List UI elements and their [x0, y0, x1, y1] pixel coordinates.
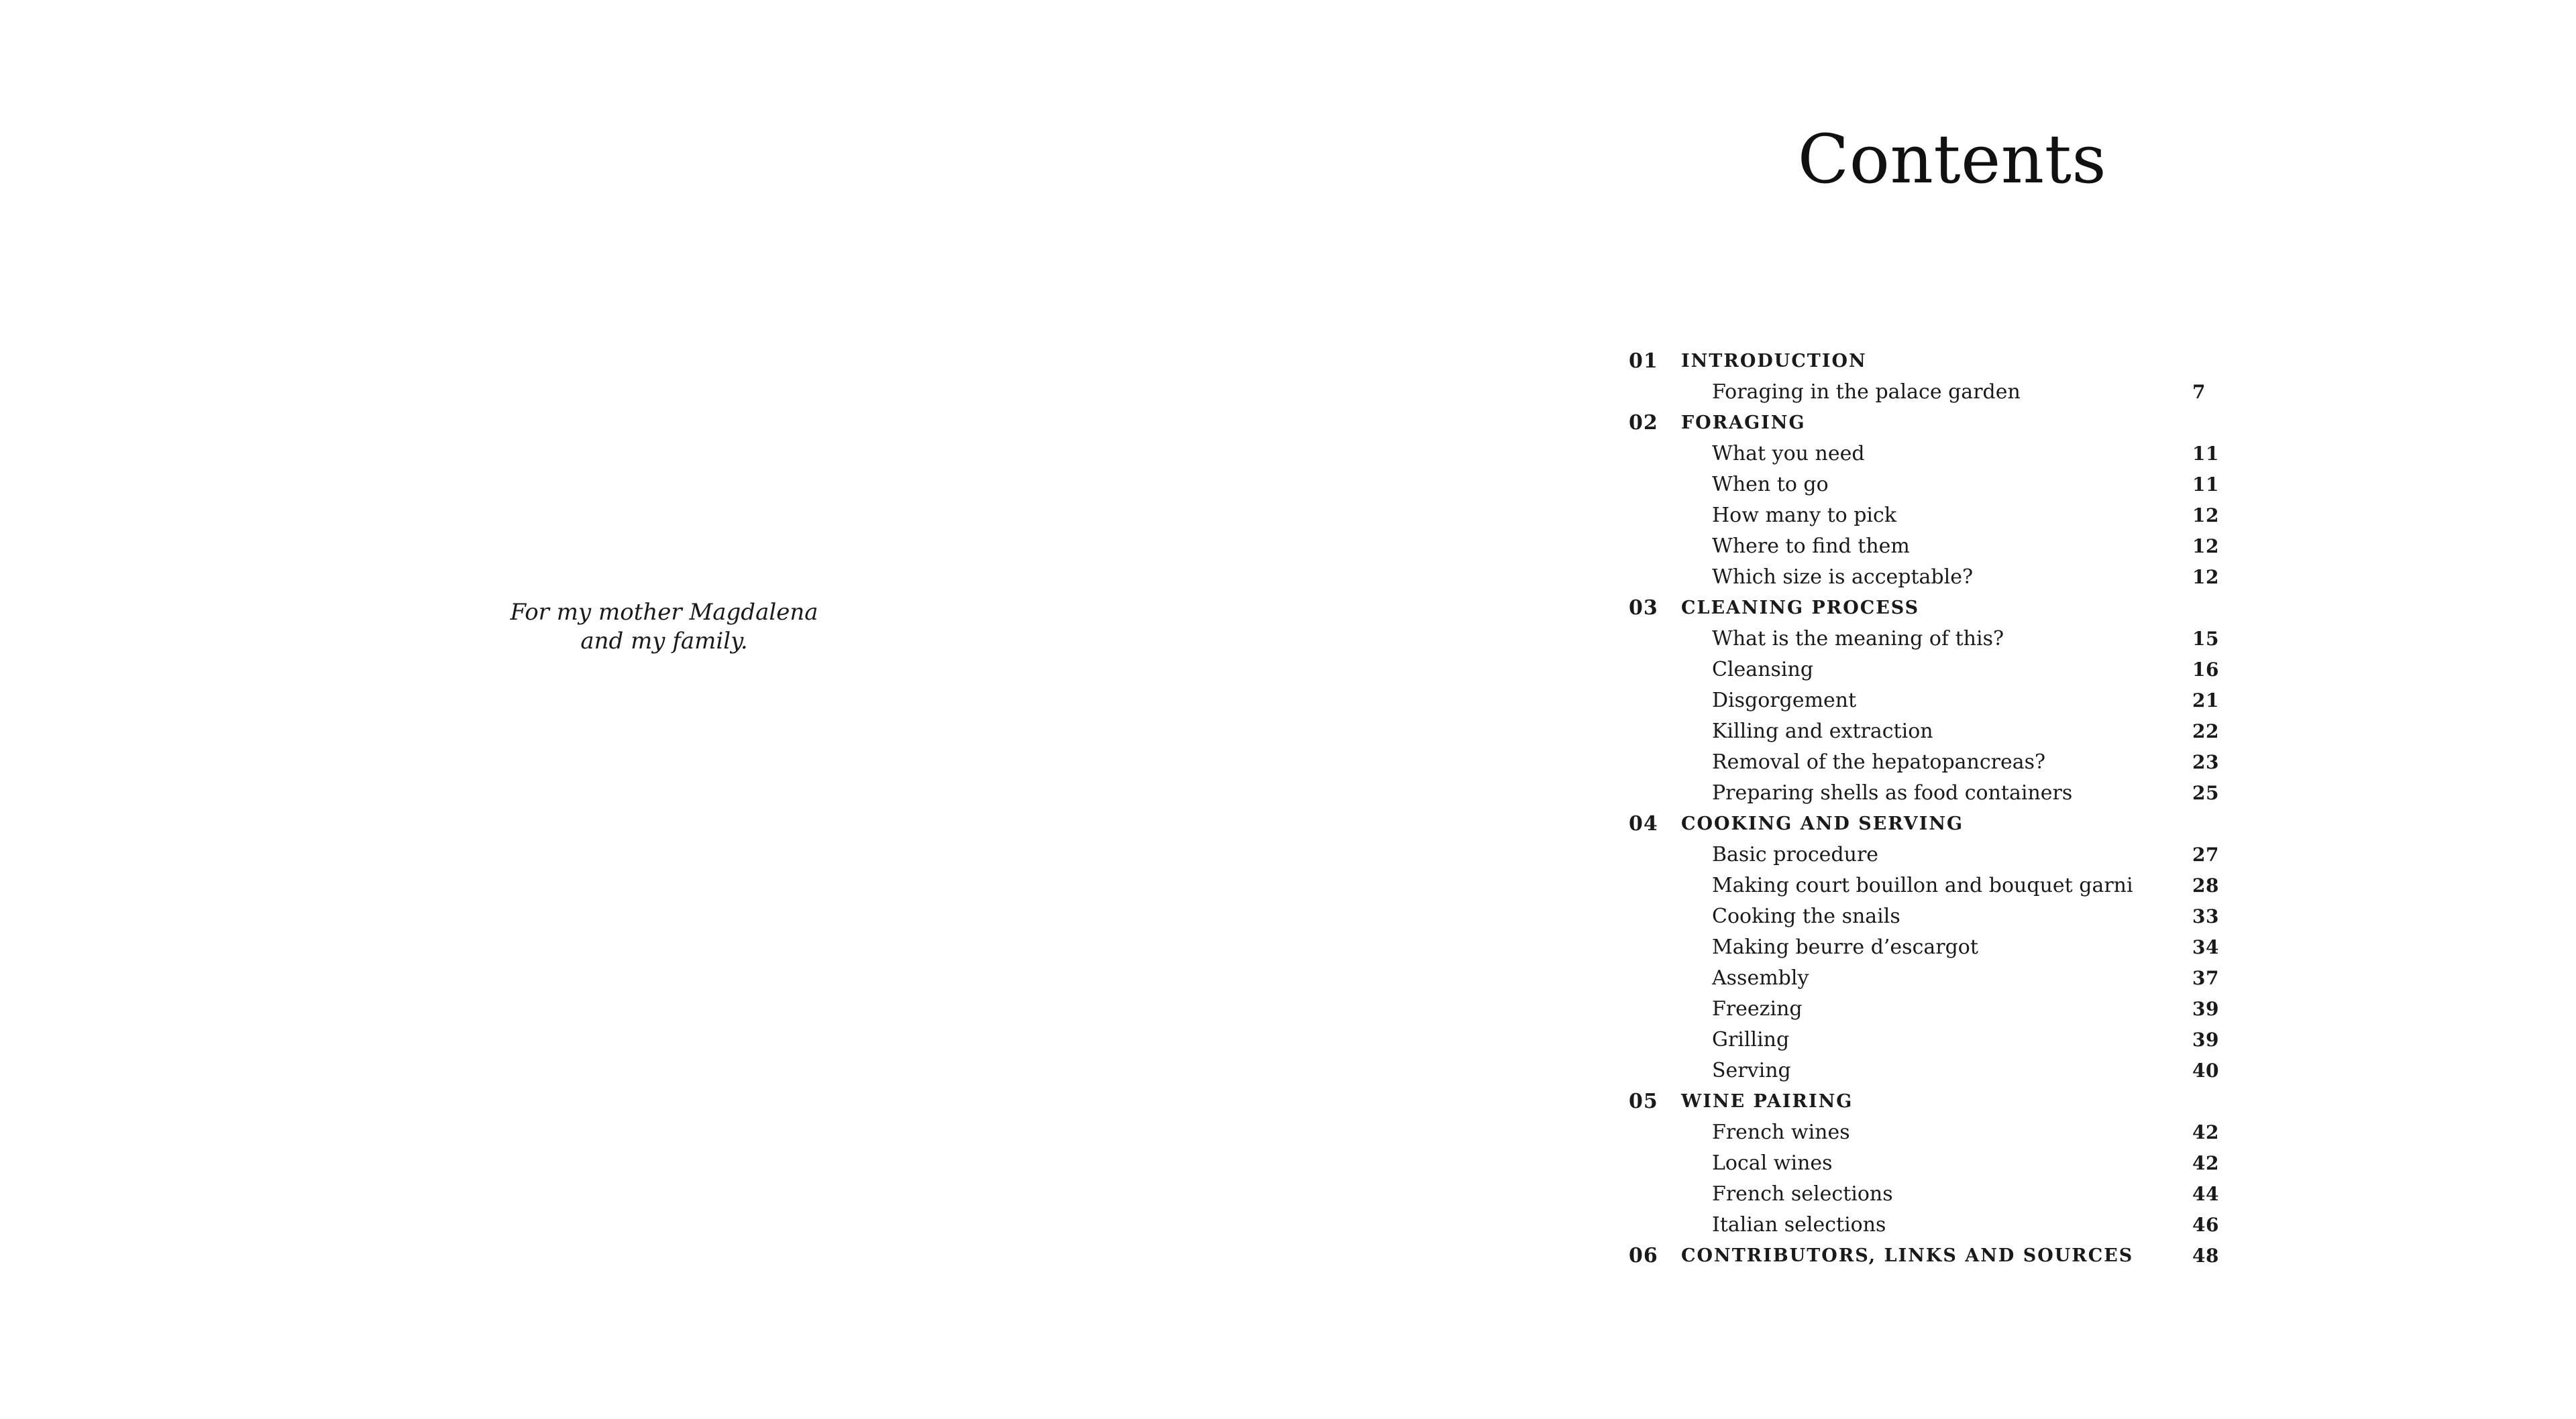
- toc-section-row: [1629, 593, 2246, 624]
- toc-section-number: 06: [1629, 1244, 1658, 1267]
- toc-section-number: 02: [1629, 411, 1658, 435]
- toc-entry-row: [1629, 1025, 2246, 1056]
- toc-entry-row: [1629, 562, 2246, 593]
- toc-entry-row: [1629, 439, 2246, 469]
- toc-page-number: 23: [2192, 751, 2219, 773]
- toc-entry-row: [1629, 901, 2246, 932]
- toc-section-title: CLEANING PROCESS: [1681, 598, 1920, 618]
- toc-section-title: CONTRIBUTORS, LINKS AND SOURCES: [1681, 1245, 2134, 1266]
- toc-section-number: 04: [1629, 812, 1658, 836]
- toc-section-title: COOKING AND SERVING: [1681, 813, 1964, 834]
- toc-entry-row: [1629, 1117, 2246, 1148]
- toc-page-number: 42: [2192, 1121, 2219, 1143]
- toc-entry-row: [1629, 716, 2246, 747]
- dedication: [463, 598, 865, 656]
- toc-entry-title: Foraging in the palace garden: [1712, 380, 2021, 404]
- toc-entry-row: [1629, 1056, 2246, 1086]
- toc-entry-title: Serving: [1712, 1059, 1791, 1082]
- toc-entry-title: Making beurre d’escargot: [1712, 935, 1978, 959]
- table-of-contents: [1629, 346, 2246, 1271]
- toc-entry-row: [1629, 469, 2246, 500]
- toc-entry-title: When to go: [1712, 473, 1829, 496]
- toc-page-number: 40: [2192, 1060, 2219, 1082]
- toc-page-number: 22: [2192, 720, 2219, 742]
- toc-entry-title: How many to pick: [1712, 504, 1897, 527]
- toc-entry-title: Removal of the hepatopancreas?: [1712, 750, 2046, 774]
- toc-page-number: 12: [2192, 535, 2219, 557]
- toc-section-number: 03: [1629, 596, 1658, 620]
- toc-page-number: 39: [2192, 1029, 2219, 1051]
- dedication-line: and my family.: [580, 628, 748, 655]
- toc-entry-row: [1629, 500, 2246, 531]
- toc-page-number: 28: [2192, 874, 2219, 897]
- toc-entry-title: What is the meaning of this?: [1712, 627, 2004, 650]
- toc-page-number: 16: [2192, 659, 2219, 681]
- contents-title: Contents: [1797, 120, 2107, 198]
- toc-page-number: 12: [2192, 504, 2219, 526]
- toc-entry-row: [1629, 655, 2246, 685]
- toc-entry-row: [1629, 1179, 2246, 1210]
- toc-entry-title: Basic procedure: [1712, 843, 1879, 866]
- toc-entry-title: What you need: [1712, 442, 1865, 465]
- toc-entry-row: [1629, 963, 2246, 994]
- toc-entry-row: [1629, 377, 2246, 408]
- toc-page-number: 15: [2192, 628, 2219, 650]
- toc-entry-row: [1629, 1148, 2246, 1179]
- toc-page-number: 21: [2192, 689, 2219, 712]
- toc-section-row: [1629, 1241, 2246, 1271]
- toc-section-row: [1629, 809, 2246, 840]
- toc-entry-title: Italian selections: [1712, 1213, 1886, 1237]
- toc-page-number: 34: [2192, 936, 2219, 958]
- toc-section-row: [1629, 346, 2246, 377]
- toc-section-title: INTRODUCTION: [1681, 351, 1867, 372]
- toc-page-number: 48: [2192, 1245, 2219, 1267]
- toc-entry-title: Local wines: [1712, 1151, 1833, 1175]
- toc-entry-row: [1629, 778, 2246, 809]
- toc-entry-row: [1629, 624, 2246, 655]
- dedication-line: For my mother Magdalena: [510, 599, 818, 626]
- toc-entry-row: [1629, 747, 2246, 778]
- toc-entry-title: Grilling: [1712, 1028, 1790, 1052]
- toc-entry-title: Assembly: [1712, 966, 1809, 990]
- toc-entry-title: Cleansing: [1712, 658, 1814, 681]
- toc-page-number: 42: [2192, 1152, 2219, 1174]
- toc-entry-title: Killing and extraction: [1712, 720, 1933, 743]
- toc-entry-row: [1629, 932, 2246, 963]
- toc-entry-row: [1629, 531, 2246, 562]
- toc-entry-row: [1629, 870, 2246, 901]
- toc-entry-row: [1629, 1210, 2246, 1241]
- toc-page-number: 11: [2192, 473, 2219, 496]
- toc-page-number: 25: [2192, 782, 2219, 804]
- toc-section-title: WINE PAIRING: [1681, 1091, 1854, 1112]
- toc-section-title: FORAGING: [1681, 412, 1806, 433]
- toc-entry-title: French wines: [1712, 1121, 1850, 1144]
- toc-page-number: 11: [2192, 443, 2219, 465]
- toc-entry-title: Preparing shells as food containers: [1712, 781, 2073, 805]
- toc-entry-title: Disgorgement: [1712, 689, 1857, 712]
- toc-section-row: [1629, 408, 2246, 439]
- toc-entry-row: [1629, 994, 2246, 1025]
- toc-page-number: 44: [2192, 1183, 2219, 1205]
- toc-page-number: 46: [2192, 1214, 2219, 1236]
- toc-page-number: 27: [2192, 844, 2219, 866]
- toc-section-number: 05: [1629, 1090, 1658, 1113]
- toc-entry-title: Cooking the snails: [1712, 905, 1900, 928]
- toc-entry-title: Making court bouillon and bouquet garni: [1712, 874, 2133, 897]
- toc-entry-row: [1629, 685, 2246, 716]
- toc-section-row: [1629, 1086, 2246, 1117]
- toc-entry-title: French selections: [1712, 1182, 1893, 1206]
- toc-page-number: 39: [2192, 998, 2219, 1020]
- toc-entry-row: [1629, 840, 2246, 870]
- toc-section-number: 01: [1629, 349, 1658, 373]
- toc-entry-title: Freezing: [1712, 997, 1803, 1021]
- toc-page-number: 7: [2192, 381, 2206, 403]
- toc-entry-title: Which size is acceptable?: [1712, 565, 1974, 589]
- toc-page-number: 12: [2192, 566, 2219, 588]
- toc-entry-title: Where to find them: [1712, 534, 1910, 558]
- toc-page-number: 37: [2192, 967, 2219, 989]
- toc-page-number: 33: [2192, 905, 2219, 927]
